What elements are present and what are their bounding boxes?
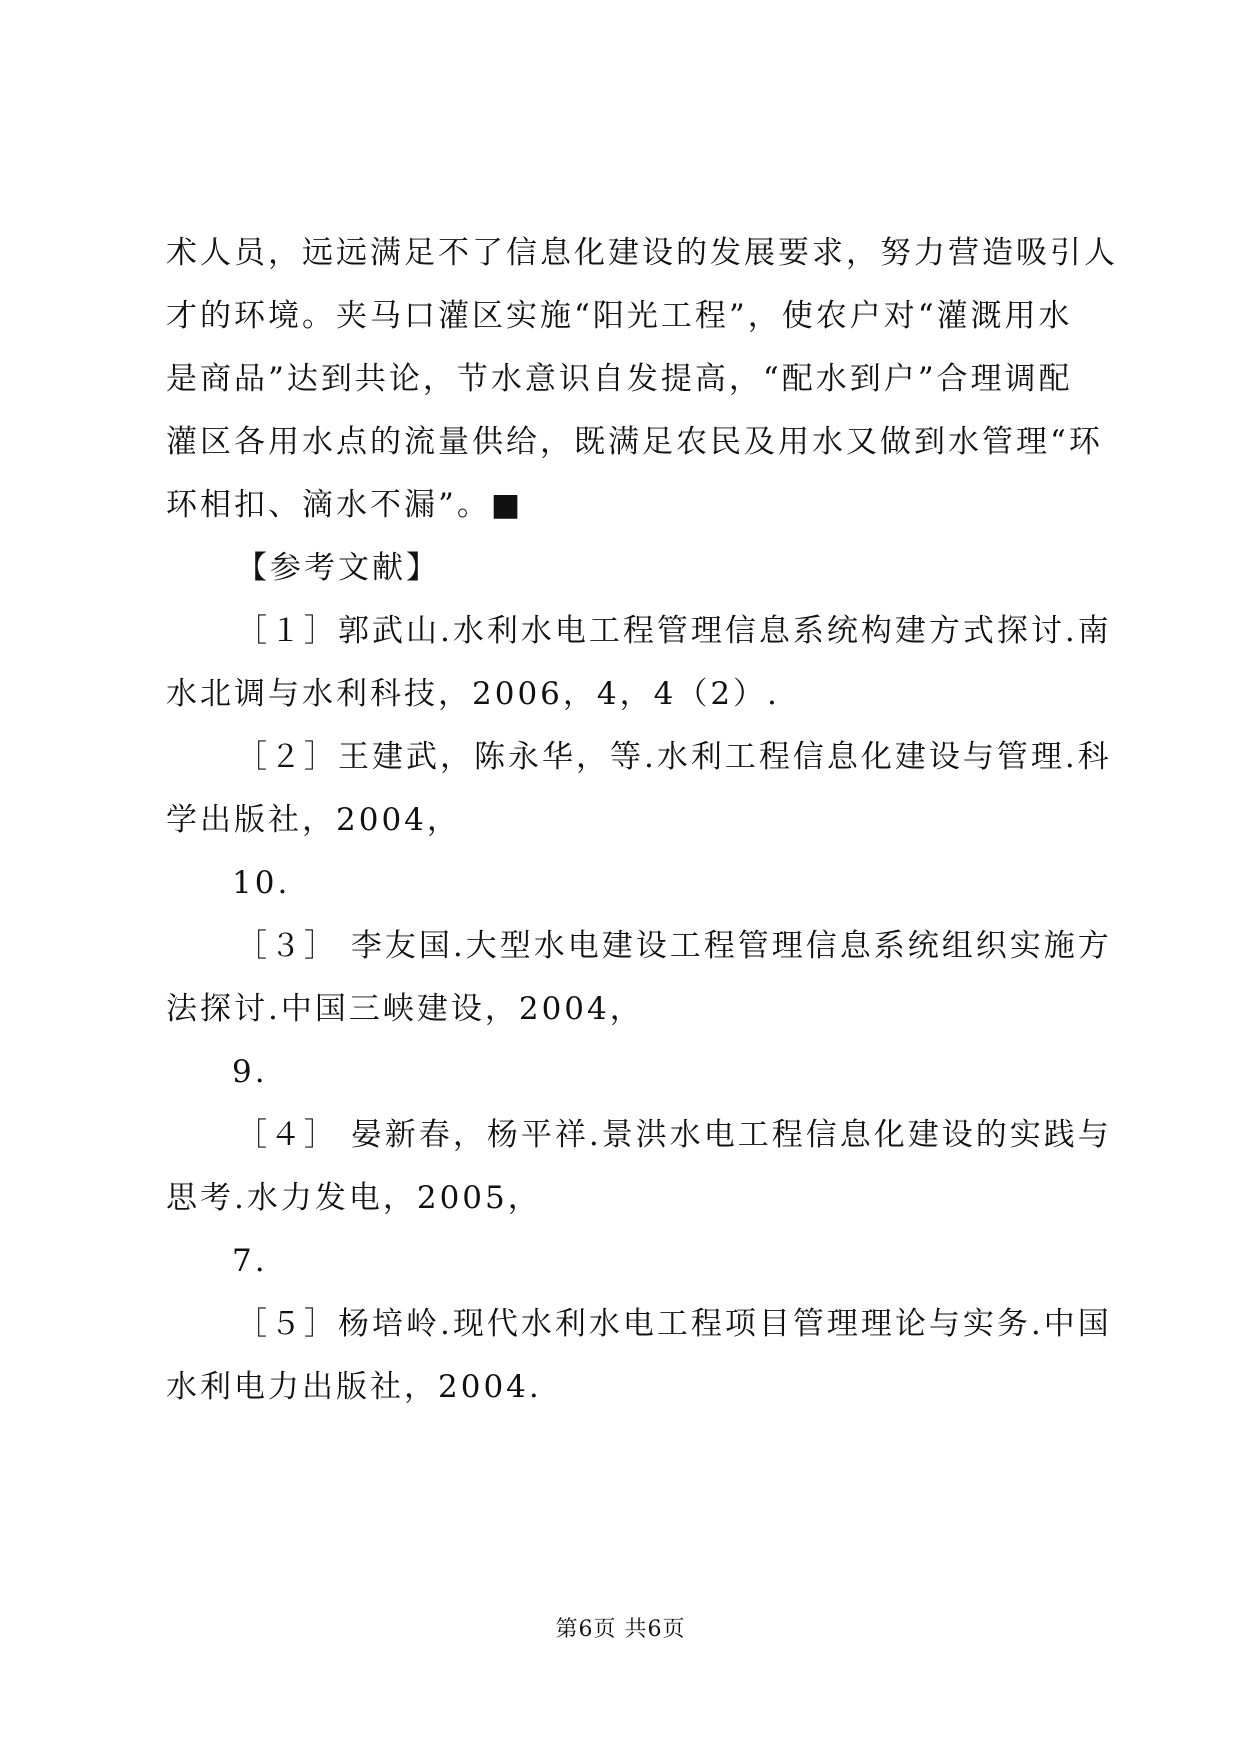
references-heading: 【参考文献】 [236, 550, 440, 586]
body-line: 是商品”达到共论，节水意识自发提高，“配水到户”合理调配 [166, 361, 1073, 397]
reference-line: ［１］郭武山.水利水电工程管理信息系统构建方式探讨.南 [236, 613, 1112, 649]
reference-line: 9. [232, 1054, 268, 1090]
reference-line: ［４］ 晏新春，杨平祥.景洪水电工程信息化建设的实践与 [236, 1117, 1112, 1153]
body-line: 环相扣、滴水不漏”。■ [166, 487, 524, 523]
body-line: 术人员，远远满足不了信息化建设的发展要求，努力营造吸引人 [166, 235, 1118, 271]
reference-line: 10. [232, 865, 291, 901]
body-line: 灌区各用水点的流量供给，既满足农民及用水又做到水管理“环 [166, 424, 1103, 460]
reference-line: 7. [232, 1243, 268, 1279]
reference-line: ［３］ 李友国.大型水电建设工程管理信息系统组织实施方 [236, 928, 1112, 964]
reference-line: 思考.水力发电，2005， [166, 1180, 542, 1216]
reference-line: 学出版社，2004， [166, 802, 461, 838]
body-line: 才的环境。夹马口灌区实施“阳光工程”，使农户对“灌溉用水 [166, 298, 1073, 334]
page-number: 第6页 共6页 [555, 1617, 686, 1642]
reference-line: ［５］杨培岭.现代水利水电工程项目管理理论与实务.中国 [236, 1306, 1112, 1342]
reference-line: 水利电力出版社，2004. [166, 1369, 542, 1405]
reference-line: 法探讨.中国三峡建设，2004， [166, 991, 644, 1027]
reference-line: ［２］王建武，陈永华，等.水利工程信息化建设与管理.科 [236, 739, 1112, 775]
reference-line: 水北调与水利科技，2006，4，4（2）. [166, 676, 780, 712]
